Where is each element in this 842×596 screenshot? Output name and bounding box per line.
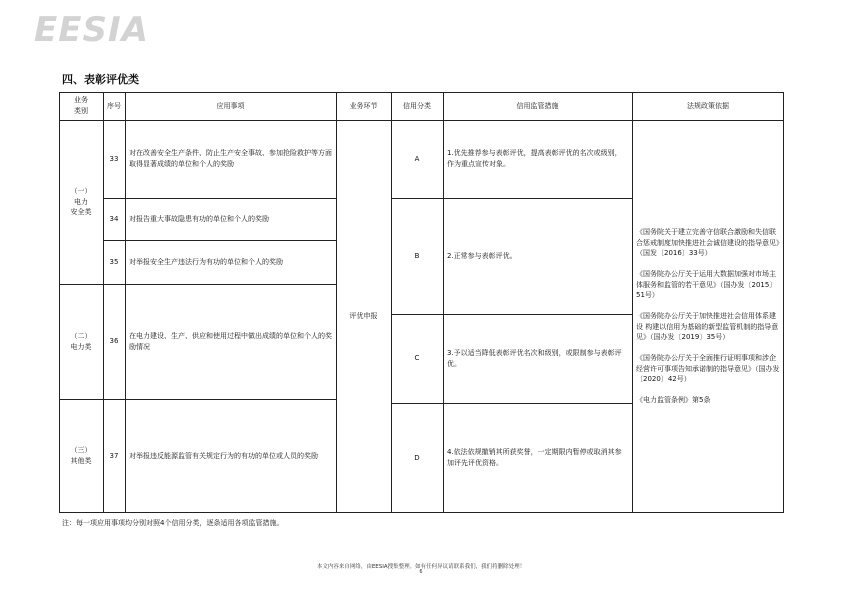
header-credit: 信用分类 (403, 101, 431, 110)
table-border (59, 92, 784, 93)
table-note: 注：每一项应用事项均分别对照4个信用分类，逐条适用各项监管措施。 (62, 519, 284, 527)
header-basis: 法规政策依据 (687, 101, 729, 110)
table-rule (443, 92, 444, 513)
header-no: 序号 (107, 101, 121, 110)
table-rule (391, 198, 632, 199)
table-rule (391, 92, 392, 513)
credit-table (59, 92, 784, 513)
header-matter: 应用事项 (216, 101, 245, 110)
table-rule (103, 240, 336, 241)
row-no: 33 (109, 154, 119, 163)
header-measure: 信用监管措施 (516, 101, 559, 110)
policy-basis: 《国务院关于建立完善守信联合激励和失信联合惩戒制度加快推进社会诚信建设的指导意见》（国发〔2016〕33号） 《国务院办公厅关于运用大数据加强对市场主体服务和监管的若干意见》（国办发〔2015〕51号） 《国务院办公厅关于加快推进社会信用体系建设 构建以信用为基础的新型监管机制的指导意见》（国办发〔2019〕35号） 《国务院办公厅关于全面推行证明事项和涉企经营许可事项告知承诺制的指导意见》（国办发〔2020〕42号） 《电力监管条例》第5条 (636, 228, 780, 405)
measure-a: 1.优先推荐参与表彰评优，提高表彰评优的名次或级别，作为重点宣传对象。 (447, 149, 622, 168)
row-no: 36 (109, 337, 119, 346)
page-number: 6 (419, 569, 423, 575)
category-power-safety: （一） 电力 安全类 (70, 186, 92, 217)
table-rule (103, 92, 104, 513)
header-category: 业务 类别 (74, 96, 88, 115)
measure-b: 2.正常参与表彰评优。 (447, 251, 517, 260)
credit-grade-d: D (414, 453, 420, 462)
eesia-logo: EESIA (34, 10, 149, 50)
row-matter: 对在改善安全生产条件、防止生产安全事故、参加抢险救护等方面取得显著成绩的单位和个人的奖励 (129, 149, 332, 168)
credit-grade-c: C (414, 354, 420, 363)
table-rule (59, 399, 336, 400)
table-border (783, 92, 784, 513)
table-rule (391, 403, 632, 404)
business-stage: 评优申报 (349, 312, 378, 321)
header-stage: 业务环节 (349, 101, 378, 110)
row-no: 37 (109, 451, 119, 460)
table-rule (336, 92, 337, 513)
section-title: 四、表彰评优类 (62, 73, 139, 86)
category-other: （三） 其他类 (70, 446, 92, 465)
row-matter: 对举报违反能源监管有关规定行为的有功的单位或人员的奖励 (129, 451, 318, 460)
table-rule (59, 120, 784, 121)
row-matter: 对报告重大事故隐患有功的单位和个人的奖励 (129, 214, 269, 223)
row-no: 34 (109, 214, 119, 223)
row-matter: 在电力建设、生产、供应和使用过程中做出成绩的单位和个人的奖励情况 (129, 331, 332, 351)
credit-grade-b: B (414, 251, 420, 260)
measure-c: 3.予以适当降低表彰评优名次和级别，或限制参与表彰评优。 (447, 348, 622, 368)
table-rule (103, 198, 336, 199)
credit-grade-a: A (414, 154, 420, 163)
measure-d: 4.依法依规撤销其所获奖誉，一定期限内暂停或取消其参加评先评优资格。 (447, 448, 622, 467)
row-no: 35 (109, 257, 119, 266)
category-power: （二） 电力类 (70, 331, 92, 351)
table-border (59, 92, 60, 513)
table-border (59, 512, 784, 513)
table-rule (632, 92, 633, 513)
table-rule (59, 284, 336, 285)
table-rule (391, 314, 632, 315)
table-rule (125, 92, 126, 513)
row-matter: 对举报安全生产违法行为有功的单位和个人的奖励 (129, 257, 283, 266)
footer-disclaimer: 本文内容来自网络，由EESIA搜集整理。如有任何异议请联系我们，我们将删除处理！ (316, 564, 526, 570)
